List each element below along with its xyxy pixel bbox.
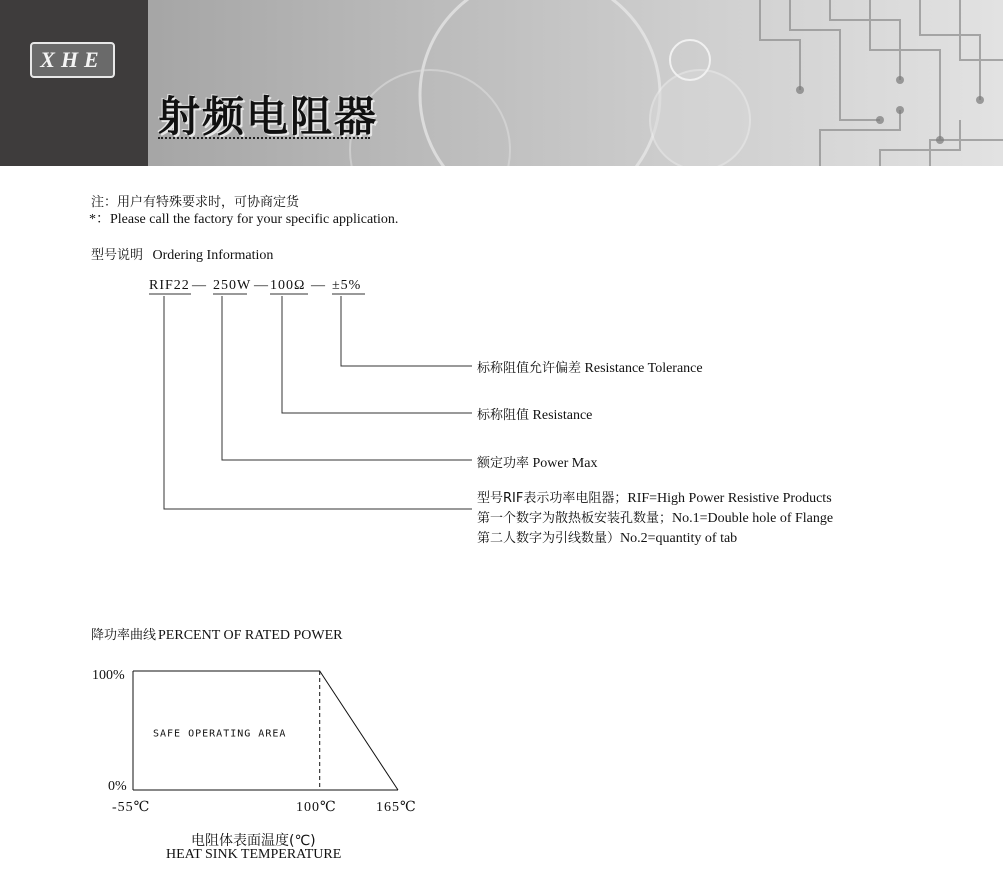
callout-power: 额定功率 Power Max [477, 456, 598, 471]
code-sep-1: — [192, 278, 207, 293]
code-sep-2: — [254, 278, 269, 293]
page-title: 射频电阻器 [158, 92, 379, 141]
y-tick-100: 100% [92, 668, 125, 683]
callout-tolerance: 标称阻值允许偏差 Resistance Tolerance [477, 361, 703, 376]
callout-resistance: 标称阻值 Resistance [477, 408, 593, 423]
x-tick-min: -55℃ [112, 800, 151, 815]
y-tick-0: 0% [108, 779, 127, 794]
callout-series-line-1: 型号RIF表示功率电阻器；RIF=High Power Resistive Products [477, 491, 832, 506]
code-resistance: 100Ω [270, 278, 306, 293]
derating-heading: 降功率曲线 PERCENT OF RATED POWER [91, 628, 343, 643]
x-tick-max: 165℃ [376, 800, 417, 815]
code-sep-3: — [311, 278, 326, 293]
callout-series-line-3: 第二人数字为引线数量）No.2=quantity of tab [477, 531, 738, 546]
ordering-heading: 型号说明 Ordering Information [91, 248, 274, 263]
x-tick-knee: 100℃ [296, 800, 337, 815]
company-logo: XHE [30, 42, 115, 78]
safe-operating-area-label: SAFE OPERATING AREA [153, 728, 287, 740]
code-tolerance: ±5% [332, 278, 362, 293]
x-axis-label-en: HEAT SINK TEMPERATURE [166, 847, 342, 862]
note-en: *：Please call the factory for your specific application. [89, 212, 399, 227]
x-axis-label-cn: 电阻体表面温度(℃) [191, 833, 316, 849]
code-series: RIF22 [149, 278, 190, 293]
note-cn: 注：用户有特殊要求时，可协商定货 [91, 195, 300, 210]
code-power: 250W [213, 278, 252, 293]
callout-series-line-2: 第一个数字为散热板安装孔数量；No.1=Double hole of Flange [477, 511, 834, 526]
